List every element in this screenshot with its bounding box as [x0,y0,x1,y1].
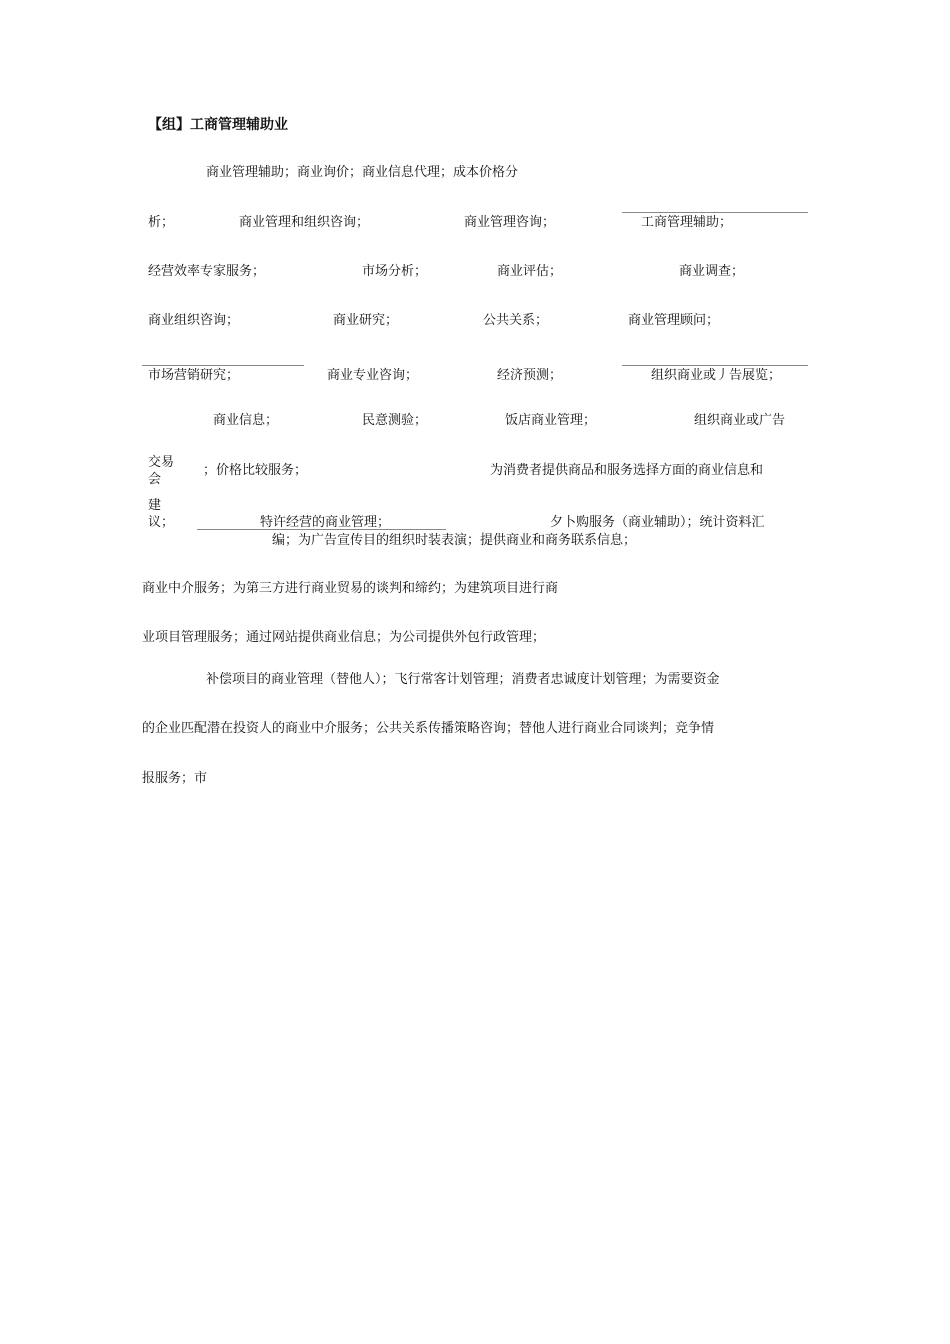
text-item: 交易 [148,455,175,470]
text-item: 为消费者提供商品和服务选择方面的商业信息和 [490,463,764,478]
text-item: 市场分析； [362,264,428,279]
text-item: 商业专业咨询； [327,368,419,383]
text-item: 商业研究； [333,313,399,328]
text-item: 经营效率专家服务； [148,264,266,279]
text-item: 工商管理辅助； [641,215,733,230]
text-item: 会 [148,472,162,487]
text-item: 商业调查； [679,264,745,279]
text-item: 组织商业或丿告展览； [651,368,782,383]
text-item: 析； [148,215,175,230]
underline-rule [622,212,808,213]
text-item: 商业组织咨询； [148,313,240,328]
text-line: 业项目管理服务；通过网站提供商业信息；为公司提供外包行政管理； [142,630,546,645]
text-line: 商业管理辅助；商业询价；商业信息代理；成本价格分 [206,165,519,180]
text-item: 建 [148,498,162,513]
text-item: 组织商业或广告 [694,413,786,428]
text-item: 议； [148,515,175,530]
text-item: 商业管理顾问； [628,313,720,328]
text-line: 报服务；市 [142,771,208,786]
text-item: 商业评估； [497,264,563,279]
text-item: 市场营销研究； [148,368,240,383]
text-item: 公共关系； [483,313,549,328]
text-item: 饭店商业管理； [505,413,597,428]
text-line: 编；为广告宣传目的组织时装表演；提供商业和商务联系信息； [272,533,637,548]
text-line: 商业中介服务；为第三方进行商业贸易的谈判和缔约；为建筑项目进行商 [142,581,559,596]
text-item: 特许经营的商业管理； [260,515,391,530]
text-item: 经济预测； [497,368,563,383]
text-item: 商业信息； [213,413,279,428]
underline-rule [142,365,304,366]
underline-rule [622,365,808,366]
text-item: 商业管理咨询； [464,215,556,230]
underline-rule [197,529,446,530]
text-item: 夕卜购服务（商业辅助）；统计资料汇 [550,515,765,530]
text-line: 的企业匹配潜在投资人的商业中介服务；公共关系传播策略咨询；替他人进行商业合同谈判；竞争情 [142,721,715,736]
text-item: ；价格比较服务； [203,463,308,478]
section-heading: 【组】工商管理辅助业 [148,117,288,133]
text-line: 补偿项目的商业管理（替他人）；飞行常客计划管理；消费者忠诚度计划管理；为需要资金 [206,672,720,687]
text-item: 民意测验； [362,413,428,428]
text-item: 商业管理和组织咨询； [239,215,370,230]
